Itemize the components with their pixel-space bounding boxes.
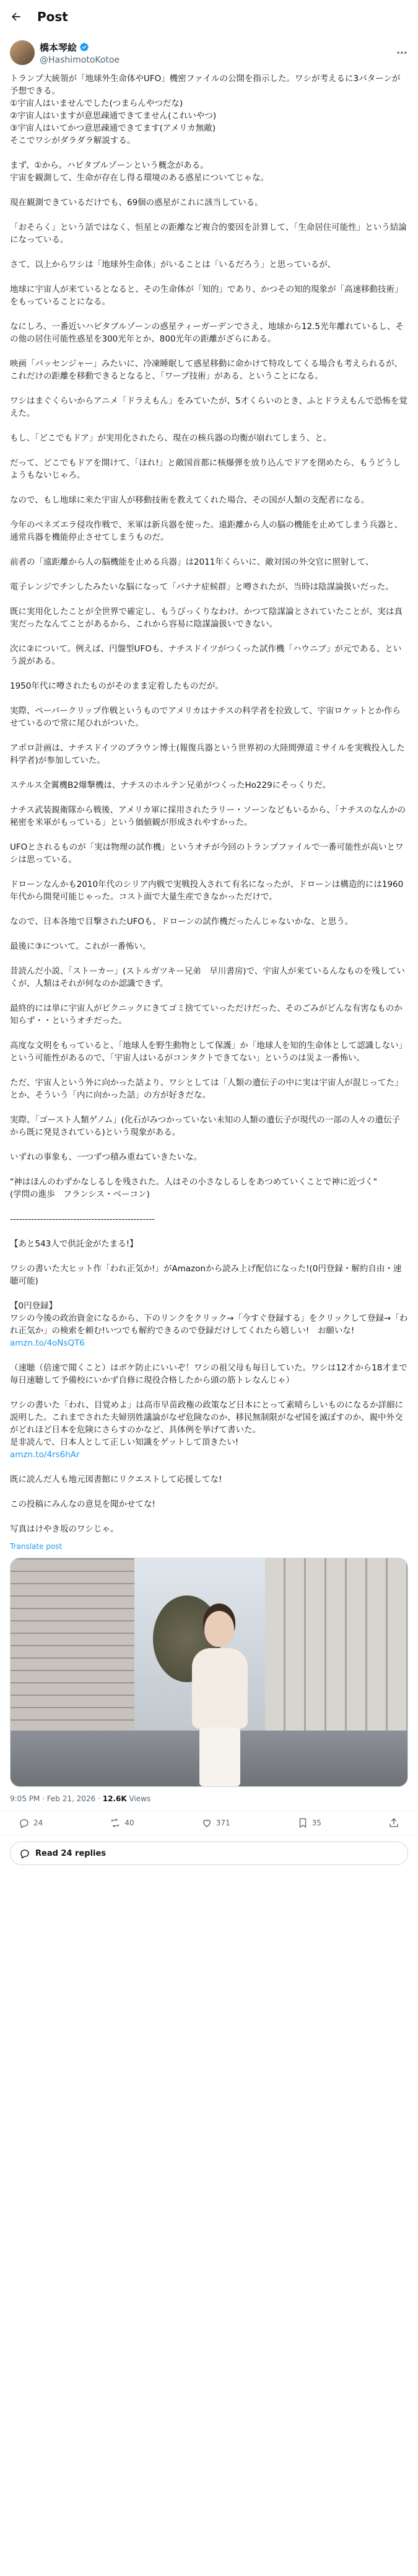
post-paragraph: 昔読んだ小説、「ストーカー」(ストルガツキー兄弟 早川書房)で、宇宙人が来ているんなものを残していくが、人類はそれが何なのか認識できず。 <box>10 966 405 989</box>
reply-button[interactable] <box>19 1817 43 1828</box>
post-paragraph: ステルス全翼機B2爆撃機は、ナチスのホルテン兄弟がつくったHo229にそっくりだ。 <box>10 780 331 790</box>
post-paragraph: UFOとされるものが「実は物理の試作機」というオチが今回のトランプファイルで一番可能性が高いとワシは思っている。 <box>10 842 404 865</box>
views-label: Views <box>126 1794 151 1803</box>
post-paragraph: 既に実用化したことが全世界で確定し、もうびっくりなわけ。かつて陰謀論とされていたことが、実は真実だったなんてことがあるから、これから容易に陰謀論扱いできない。 <box>10 607 403 629</box>
bookmark-count: 35 <box>311 1819 321 1827</box>
promo-note: （速聴（倍速で聞くこと）はボケ防止にいいぞ！ワシの祖父母も毎日していた。ワシは12才から18才まで毎日速聴して予備校にいかず自修に現役合格したから頭の筋トレなんじゃ） <box>10 1363 407 1385</box>
post-paragraph: いずれの事象も、一つずつ積み重ねていきたいな。 <box>10 1152 202 1162</box>
post-body <box>0 65 418 1553</box>
reply-icon <box>19 1817 30 1828</box>
author-name[interactable]: 橋本琴絵 <box>40 42 77 53</box>
reply-bubble-icon <box>19 1848 30 1859</box>
post-paragraph: なので、もし地球に来た宇宙人が移動技術を教えてくれた場合、その国が人類の支配者になる。 <box>10 495 370 505</box>
avatar[interactable] <box>10 40 35 65</box>
promo-heading: 【あと543人で供託金がたまる!】 <box>10 1239 138 1249</box>
action-bar <box>0 1811 418 1835</box>
post-paragraph: なので、日本各地で目撃されたUFOも、ドローンの試作機だったんじゃないかな、と思う。 <box>10 917 354 927</box>
post-paragraph: 映画「パッセンジャー」みたいに、冷凍睡眠して惑星移動に命かけて特攻してくる場合も考えられるが、これだけの距離を移動できるとなると、「ワープ技術」がある、ということになる。 <box>10 359 403 381</box>
post-paragraph: "神はほんのわずかなしるしを残された。人はその小さなしるしをあつめていくことで神に近づく" (学問の進歩 フランシス・ベーコン) <box>10 1177 377 1199</box>
photo-building-right <box>265 1558 407 1757</box>
post-paragraph: 1950年代に噂されたものがそのまま定着したものだが。 <box>10 681 224 691</box>
share-icon <box>388 1817 399 1828</box>
repost-button[interactable] <box>110 1817 134 1828</box>
bookmark-icon <box>297 1817 308 1828</box>
divider-line: ------------------------------------------------ <box>10 1214 155 1224</box>
repost-icon <box>110 1817 121 1828</box>
post-paragraph: アポロ計画は、ナチスドイツのブラウン博士(報復兵器という世界初の大陸間弾道ミサイルを実戦投入した科学者)が参加していた。 <box>10 743 405 765</box>
promo-register-heading: 【0円登録】 <box>10 1301 58 1311</box>
library-text: 既に読んだ人も地元図書館にリクエストして応援してな! <box>10 1475 222 1484</box>
post-paragraph: 地球に宇宙人が来ているとなると、その生命体が「知的」であり、かつその知的現象が「高速移動技術」をもっていることになる。 <box>10 285 403 307</box>
reply-count: 24 <box>33 1819 43 1827</box>
share-text: この投稿にみんなの意見を聞かせてな! <box>10 1499 155 1509</box>
photo-building-left <box>11 1558 134 1744</box>
views-count: 12.6K <box>102 1794 127 1803</box>
post-paragraph: ドローンなんかも2010年代のシリア内戦で実戦投入されて有名になったが、ドローンは構造的には1960年代から開発可能じゃった。コスト面で大量生産できなかっただけで。 <box>10 880 404 902</box>
post-paragraph: もし、「どこでもドア」が実用化されたら、現在の核兵器の均衡が崩れてしまう、と。 <box>10 433 332 443</box>
author-info <box>40 41 396 65</box>
promo-register-block <box>10 1300 408 1349</box>
photo-person <box>187 1611 252 1786</box>
read-replies-button[interactable] <box>10 1842 408 1865</box>
post-meta <box>0 1787 418 1811</box>
post-paragraph: まず、①から。ハビタブルゾーンという概念がある。 宇宙を観測して、生命が存在し得る環境のある惑星についてじゃな。 <box>10 161 269 183</box>
page-title: Post <box>37 9 68 24</box>
post-photo[interactable] <box>10 1558 408 1787</box>
translate-post-link[interactable]: Translate post <box>10 1542 63 1551</box>
post-paragraph: ワシはまぐくらいからアニメ「ドラえもん」をみていたが、5才くらいのとき、ふとドラえもんで恐怖を覚えた。 <box>10 396 407 418</box>
post-paragraph: 今年のベネズエラ侵攻作戦で、米軍は新兵器を使った。遠距離から人の脳の機能を止めてしまう兵器と、通常兵器を機能停止させてしまうものだ。 <box>10 520 403 542</box>
top-bar <box>0 0 418 33</box>
post-paragraphs <box>10 73 408 1201</box>
promo-ad-block <box>10 1399 408 1461</box>
post-paragraph: 最終的には単に宇宙人がピクニックにきてゴミ捨てていっただけだった、そのごみがどんな有害なものか知らず・・というオチだった。 <box>10 1003 403 1026</box>
amazon-link-2[interactable]: amzn.to/4rs6hAr <box>10 1450 80 1460</box>
post-paragraph: 実際、ペーパークリップ作戦というものでアメリカはナチスの科学者を拉致して、宇宙ロケットとか作らせているので常に尾ひれがついた。 <box>10 706 401 728</box>
post-paragraph: ただ、宇宙人という外に向かった話より、ワシとしては「人類の遺伝子の中に実は宇宙人が混じってた」とか、そういう「内に向かった話」の方が好きだな。 <box>10 1078 403 1100</box>
author-handle[interactable]: @HashimotoKotoe <box>40 55 120 65</box>
post-paragraph: ナチス武装親衛隊から戦後、アメリカ軍に採用されたラリー・ソーンなどもいるから、「ナチスのなんかの秘密を米軍がもっている」という価値観が形成されやすかった。 <box>10 805 406 827</box>
post-paragraph: だって、どこでもドアを開けて、「ほれ!」と敵国首都に核爆弾を放り込んでドアを閉めたら、もうどうしようもないじゃろ。 <box>10 458 401 480</box>
repost-count: 40 <box>124 1819 134 1827</box>
promo-book-text: ワシの書いた大ヒット作「われ正気か!」がAmazonから読み上げ配信になった!(0円登録・解約自由・速聴可能) <box>10 1264 402 1286</box>
share-button[interactable] <box>388 1817 399 1828</box>
like-count: 371 <box>216 1819 230 1827</box>
photo-caption: 写真はけやき坂のワシじゃ。 <box>10 1524 119 1534</box>
promo-ad-text: ワシの書いた「われ、目覚めよ」は高市早苗政権の政策など日本にとって素晴らしいものになるか詳細に説明した。これまでされた夫婦別姓議論がなぜ危険なのか、移民無制限がなぜ国を滅ぼすのか、親中外交がどれほど日本を危険にさらすのかなど、具体例を挙げて書いた。 是非読んで、日本人として正しい知識をゲットして頂きたい! <box>10 1400 404 1447</box>
post-paragraph: 前者の「遠距離から人の脳機能を止める兵器」は2011年くらいに、敵対国の外交官に照射して、 <box>10 557 374 567</box>
post-paragraph: 実際、「ゴースト人類ゲノム」(化石がみつかっていない未知の人類の遺伝子が現代の一部の人々の遺伝子から既に発見されている)という現象がある。 <box>10 1115 401 1137</box>
post-paragraph: 「おそらく」という話ではなく、恒星との距離など複合的要因を計算して、「生命居住可能性」という結論になっている。 <box>10 223 407 245</box>
verified-badge-icon <box>79 42 89 52</box>
promo-register-text: ワシの今後の政治資金になるから、下のリンクをクリック→「今すぐ登録する」をクリックして登録→「われ正気か」の検索を頼む!いつでも解約できるので登録だけしてくれたら嬉しい! お願いな! <box>10 1313 408 1336</box>
bookmark-button[interactable] <box>297 1817 321 1828</box>
post-paragraph: なにしろ、一番近いハビタブルゾーンの惑星ティーガーデンでさえ、地球から12.5光年離れているし、その他の居住可能性惑星を300光年とか、800光年の距離がざらにある。 <box>10 322 404 344</box>
like-button[interactable] <box>201 1817 230 1828</box>
post-paragraph: 現在観測できているだけでも、69個の惑星がこれに該当している。 <box>10 198 263 208</box>
post-timestamp[interactable]: 9:05 PM · Feb 21, 2026 · <box>10 1794 103 1803</box>
heart-icon <box>201 1817 212 1828</box>
post-paragraph: 次に②について。例えば、円盤型UFOも、ナチスドイツがつくった試作機「ハウニブ」が元である、という説がある。 <box>10 644 402 666</box>
amazon-link-1[interactable]: amzn.to/4oNsQT6 <box>10 1338 85 1348</box>
back-arrow-icon[interactable] <box>10 11 22 23</box>
read-replies-label: Read 24 replies <box>35 1848 107 1858</box>
post-paragraph: 最後に③について。これが一番怖い。 <box>10 942 151 951</box>
more-options-icon[interactable] <box>396 46 408 59</box>
author-row <box>0 33 418 65</box>
post-paragraph: トランプ大統領が「地球外生命体やUFO」機密ファイルの公開を指示した。ワシが考えるに3パターンが予想できる。 ①宇宙人はいませんでした(つまらんやつだな) ②宇宙人はいますが意思疎通できてません(これいやつ) ③宇宙人はいてかつ意思疎通できてます(アメリカ無敵) そこでワシがダラダラ解説する。 <box>10 74 401 146</box>
post-paragraph: さて、以上からワシは「地球外生命体」がいることは「いるだろう」と思っているが、 <box>10 260 336 270</box>
post-paragraph: 電子レンジでチンしたみたいな脳になって「バナナ症候群」と噂されたが、当時は陰謀論扱いだった。 <box>10 582 394 592</box>
post-paragraph: 高度な文明をもっていると、「地球人を野生動物として保護」か「地球人を知的生命体として認識しない」という可能性があるので、「宇宙人はいるがコンタクトできてない」というのは災よ一番怖い。 <box>10 1041 407 1063</box>
